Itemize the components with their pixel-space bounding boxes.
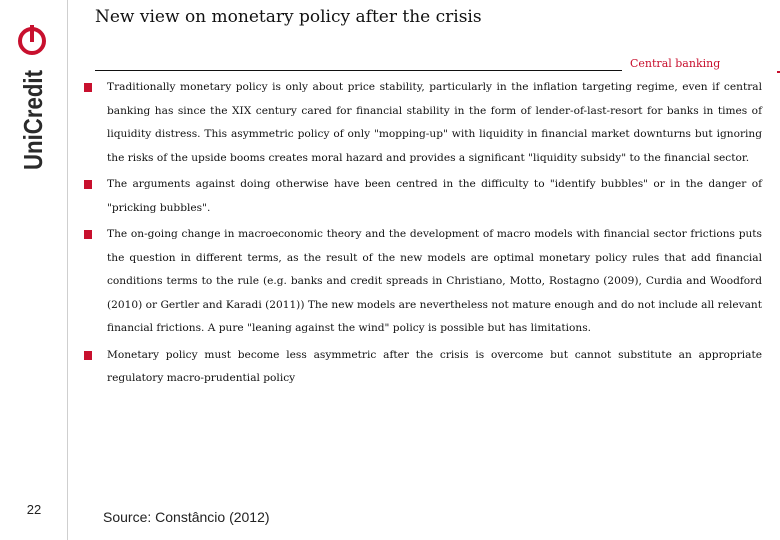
bullet-item — [84, 344, 762, 391]
bullet-item — [84, 223, 762, 341]
section-label: Central banking — [630, 57, 721, 70]
bullet-item — [84, 76, 762, 170]
bullet-square-icon — [84, 83, 92, 92]
source-citation: Source: Constâncio (2012) — [103, 509, 270, 525]
sidebar — [0, 0, 68, 540]
bullet-list — [84, 76, 762, 394]
logo-emblem-icon — [20, 25, 44, 53]
bullet-text: The on-going change in macroeconomic theory and the development of macro models with financial sector frictions puts the question in different terms, as the result of the new models are optimal monetary policy rules that add financial conditions terms to the rule (e.g. banks and credit spreads in Christiano, Motto, Rostagno (2009), Curdia and Woodford (2010) or Gertler and Karadi (2011)) The new models are nevertheless not mature enough and do not include all relevant financial frictions. A pure "leaning against the wind" policy is possible but has limitations. — [107, 228, 762, 334]
bullet-square-icon — [84, 230, 92, 239]
bullet-item — [84, 173, 762, 220]
bullet-text: Monetary policy must become less asymmetric after the crisis is overcome but cannot substitute an appropriate regulatory macro-prudential policy — [107, 348, 762, 384]
logo-wordmark: UniCredit — [18, 53, 48, 170]
title-divider — [95, 70, 622, 71]
bullet-text: The arguments against doing otherwise have been centred in the difficulty to "identify bubbles" or in the danger of "pricking bubbles". — [107, 178, 762, 214]
unicredit-logo — [10, 20, 58, 180]
page-number: 22 — [26, 502, 42, 517]
bullet-text: Traditionally monetary policy is only about price stability, particularly in the inflation targeting regime, even if central banking has since the XIX century cared for financial stability in the form of lender-of-last-resort for banks in times of liquidity distress. This asymmetric policy of only "mopping-up" with liquidity in financial market downturns but ignoring the risks of the upside booms creates moral hazard and provides a significant "liquidity subsidy" to the financial sector. — [107, 81, 762, 164]
bullet-square-icon — [84, 180, 92, 189]
page-title: New view on monetary policy after the crisis — [95, 7, 482, 27]
bullet-square-icon — [84, 351, 92, 360]
